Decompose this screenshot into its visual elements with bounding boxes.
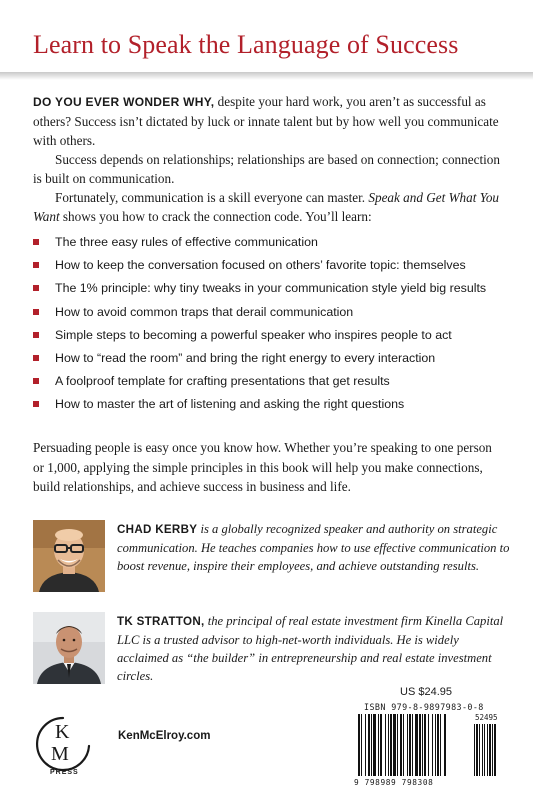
header: [0, 0, 533, 78]
price-code: 52495: [475, 713, 498, 722]
bullet-square-icon: [33, 309, 39, 315]
bullet-square-icon: [33, 262, 39, 268]
barcode-icon: [352, 698, 508, 778]
intro-text-3a: Fortunately, communication is a skill everyone can master.: [55, 190, 369, 205]
intro-paragraph-1: [33, 92, 503, 150]
list-item: How to avoid common traps that derail communication: [33, 304, 503, 321]
list-item: How to keep the conversation focused on others’ favorite topic: themselves: [33, 257, 503, 274]
website-link[interactable]: KenMcElroy.com: [118, 730, 211, 742]
header-shadow: [0, 72, 533, 80]
author-photo-2: [33, 612, 105, 684]
author-bio-2-text: TK STRATTON, the principal of real estate investment firm Kinella Capital LLC is a trusted advisor to high-net-worth individuals. He is widely acclaimed as “the builder” in entrepreneurship and real estate investment circles.: [117, 614, 504, 683]
intro-text-1: despite your hard work, you aren’t as successful as others? Success isn’t dictated by luck or innate talent but by how well you communicate with others.: [33, 94, 499, 148]
list-item: Simple steps to becoming a powerful speaker who inspires people to act: [33, 327, 503, 344]
bullet-square-icon: [33, 401, 39, 407]
bullet-square-icon: [33, 332, 39, 338]
intro: [33, 92, 503, 226]
isbn-text: ISBN 979-8-9897983-0-8: [364, 702, 484, 712]
list-item: How to “read the room” and bring the right energy to every interaction: [33, 350, 503, 367]
logo-letter-k: K: [55, 721, 70, 743]
bullet-square-icon: [33, 378, 39, 384]
logo-word: PRESS: [50, 769, 79, 776]
barcode-area: [352, 698, 508, 790]
description: [33, 92, 503, 420]
list-item: The 1% principle: why tiny tweaks in your communication style yield big results: [33, 280, 503, 297]
bullet-square-icon: [33, 239, 39, 245]
list-item: The three easy rules of effective communication: [33, 234, 503, 251]
author-photo-1: [33, 520, 105, 592]
intro-paragraph-3: [33, 188, 503, 226]
list-item: How to master the art of listening and asking the right questions: [33, 396, 503, 413]
intro-text-3b: shows you how to crack the connection code. You’ll learn:: [59, 209, 372, 224]
author-name-2: TK STRATTON,: [117, 615, 205, 628]
list-item: A foolproof template for crafting presentations that get results: [33, 373, 503, 390]
page-title: Learn to Speak the Language of Success: [33, 30, 459, 59]
lead-in: DO YOU EVER WONDER WHY,: [33, 95, 215, 109]
author-name-1: CHAD KERBY: [117, 523, 198, 536]
author-bio-1-text: CHAD KERBY is a globally recognized speaker and authority on strategic communication. He teaches companies how to use effective communication to boost revenue, inspire their employees, and achieve outstanding results.: [117, 522, 510, 573]
barcode-number: 9 798989 798308: [354, 778, 434, 787]
bullet-square-icon: [33, 285, 39, 291]
closing-paragraph: Persuading people is easy once you know how. Whether you’re speaking to one person or 1,000, applying the simple principles in this book will help you make connections, build relationships, and achieve success in business and life.: [33, 440, 492, 494]
publisher-logo: [33, 712, 103, 782]
price-label: US $24.95: [400, 686, 452, 698]
logo-letter-m: M: [51, 743, 69, 765]
bullet-list: [33, 234, 503, 413]
intro-paragraph-2: Success depends on relationships; relationships are based on connection; connection is built on communication.: [33, 152, 500, 186]
book-title: Speak and Get What You Want: [33, 190, 500, 224]
bullet-square-icon: [33, 355, 39, 361]
